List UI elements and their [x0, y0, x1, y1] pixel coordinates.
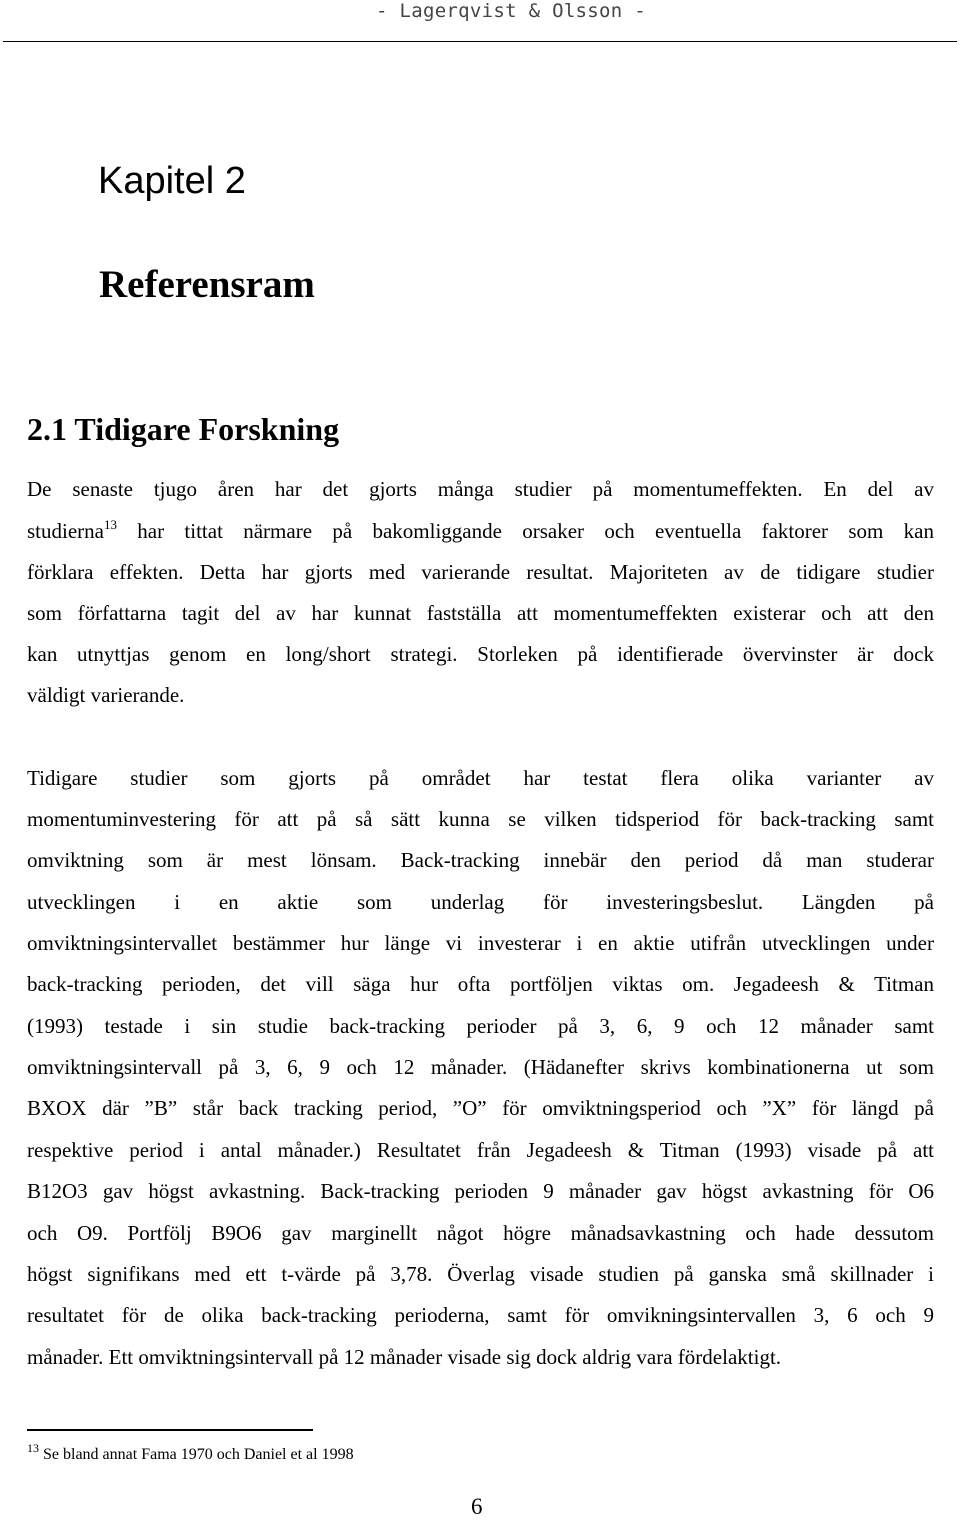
paragraph-2-line: respektive period i antal månader.) Resultatet från Jegadeesh & Titman (1993) visade på att — [27, 1138, 934, 1162]
running-header: - Lagerqvist & Olsson - — [376, 0, 646, 22]
paragraph-1-line: väldigt varierande. — [27, 683, 185, 707]
paragraph-1-line: förklara effekten. Detta har gjorts med varierande resultat. Majoriteten av de tidigare studier — [27, 560, 934, 584]
paragraph-2-line: (1993) testade i sin studie back-tracking perioder på 3, 6, 9 och 12 månader samt — [27, 1014, 934, 1038]
paragraph-2-line: Tidigare studier som gjorts på området har testat flera olika varianter av — [27, 766, 934, 790]
footnote — [27, 1441, 354, 1464]
paragraph-2-line: resultatet för de olika back-tracking perioderna, samt för omvikningsintervallen 3, 6 och 9 — [27, 1303, 934, 1327]
footnote-number: 13 — [27, 1441, 39, 1455]
paragraph-2-line: back-tracking perioden, det vill säga hur ofta portföljen viktas om. Jegadeesh & Titman — [27, 972, 934, 996]
chapter-label: Kapitel 2 — [98, 160, 246, 202]
paragraph-2-line: momentuminvestering för att på så sätt kunna se vilken tidsperiod för back-tracking samt — [27, 807, 934, 831]
paragraph-2-line: utvecklingen i en aktie som underlag för investeringsbeslut. Längden på — [27, 890, 934, 914]
paragraph-2-line: månader. Ett omviktningsintervall på 12 månader visade sig dock aldrig vara fördelaktigt. — [27, 1345, 782, 1369]
section-heading: 2.1 Tidigare Forskning — [27, 411, 340, 447]
paragraph-1-line: De senaste tjugo åren har det gjorts många studier på momentumeffekten. En del av — [27, 477, 934, 501]
line-text: har tittat närmare på bakomliggande orsaker och eventuella faktorer som kan — [116, 519, 934, 543]
paragraph-2-line: BXOX där ”B” står back tracking period, ”O” för omviktningsperiod och ”X” för längd på — [27, 1096, 934, 1120]
paragraph-2-line: omviktningsintervall på 3, 6, 9 och 12 månader. (Hädanefter skrivs kombinationerna ut som — [27, 1055, 934, 1079]
paragraph-1-line: kan utnyttjas genom en long/short strategi. Storleken på identifierade övervinster är dock — [27, 642, 934, 666]
header-rule — [3, 41, 957, 42]
paragraph-2-line: högst signifikans med ett t-värde på 3,78. Överlag visade studien på ganska små skillnader i — [27, 1262, 934, 1286]
paragraph-2-line: omviktningsintervallet bestämmer hur länge vi investerar i en aktie utifrån utvecklingen under — [27, 931, 934, 955]
chapter-title: Referensram — [99, 263, 315, 306]
footnote-text: Se bland annat Fama 1970 och Daniel et al 1998 — [43, 1446, 354, 1463]
footnote-rule — [27, 1429, 313, 1431]
footnote-ref: 13 — [103, 517, 117, 532]
paragraph-1-line: som författarna tagit del av har kunnat fastställa att momentumeffekten existerar och att den — [27, 601, 934, 625]
paragraph-1-line — [27, 518, 934, 544]
paragraph-2-line: omviktning som är mest lönsam. Back-tracking innebär den period då man studerar — [27, 848, 934, 872]
paragraph-2-line: B12O3 gav högst avkastning. Back-tracking perioden 9 månader gav högst avkastning för O6 — [27, 1179, 934, 1203]
page-number: 6 — [471, 1494, 483, 1519]
line-text: studierna — [27, 519, 104, 543]
paragraph-2-line: och O9. Portfölj B9O6 gav marginellt något högre månadsavkastning och hade dessutom — [27, 1221, 934, 1245]
